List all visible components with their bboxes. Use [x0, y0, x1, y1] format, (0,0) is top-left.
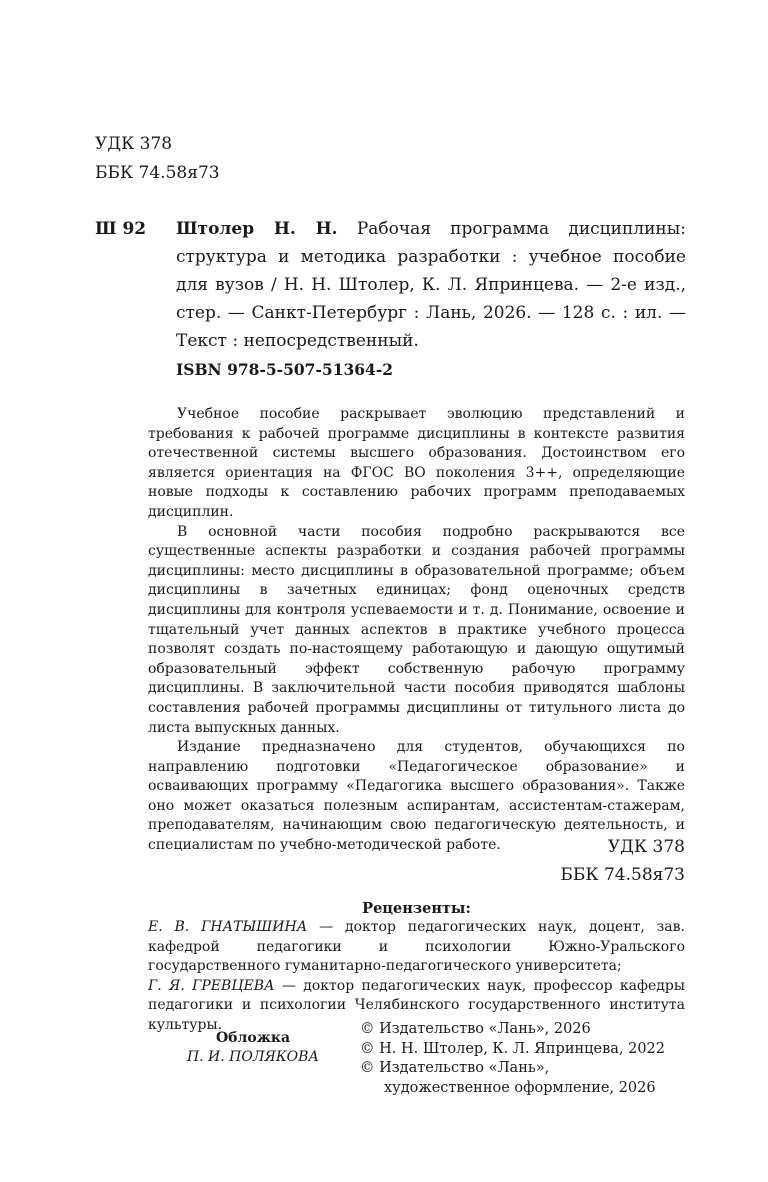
- author-mark: Ш 92: [95, 219, 147, 239]
- classification-codes-top: [95, 130, 220, 188]
- classification-codes-bottom: [560, 833, 685, 889]
- copyright-line: © Издательство «Лань», 2026: [360, 1021, 591, 1037]
- reviewers-title: Рецензенты:: [362, 900, 471, 917]
- udk-code: УДК 378: [95, 134, 173, 154]
- copyright-line: © Н. Н. Штолер, К. Л. Япринцева, 2022: [360, 1040, 666, 1057]
- bbk-code: ББК 74.58я73: [560, 865, 685, 885]
- abstract: [148, 405, 685, 856]
- reviewer-description: — доктор педагогических наук, доцент, зав. кафедрой педагогики и психологии Южно-Уральского государственного гуманитарно-педагогического университета;: [148, 919, 685, 975]
- reviewer-name: Г. Я. ГРЕВЦЕВА: [148, 977, 275, 994]
- cover-designer-name: П. И. ПОЛЯКОВА: [186, 1049, 320, 1065]
- bib-text: Рабочая программа дисциплины: структура и методика разработки : учебное пособие для вузов / Н. Н. Штолер, К. Л. Япринцева. — 2-е изд., стер. — Санкт-Петербург : Лань, 2026. — 128 с. : ил. — Текст : непосредственный.: [176, 219, 686, 351]
- reviewer-description: — доктор педагогических наук, профессор кафедры педагогики и психологии Челябинского государственного института культуры.: [148, 977, 685, 1033]
- copyright-line: художественное оформление, 2026: [384, 1079, 656, 1096]
- abstract-paragraph: Издание предназначено для студентов, обучающихся по направлению подготовки «Педагогическое образование» и осваивающих программу «Педагогика высшего образования». Также оно может оказаться полезным аспирантам, ассистентам-стажерам, преподавателям, начинающим свою педагогическую деятельность, и специалистам по учебно-методической работе.: [148, 739, 685, 854]
- bbk-code: ББК 74.58я73: [95, 163, 220, 183]
- copyright-line: © Издательство «Лань»,: [360, 1060, 550, 1076]
- reviewer-entry: [148, 918, 685, 977]
- isbn: ISBN 978-5-507-51364-2: [176, 360, 394, 379]
- bib-author: Штолер Н. Н.: [176, 219, 338, 239]
- abstract-paragraph: Учебное пособие раскрывает эволюцию представлений и требования к рабочей программе дисциплины в контексте развития отечественной системы высшего образования. Достоинством его является ориентация на ФГОС ВО поколения 3++, определяющие новые подходы к составлению рабочих программ преподаваемых дисциплин.: [148, 406, 685, 520]
- cover-credit-title: Обложка: [215, 1030, 291, 1046]
- reviewer-name: Е. В. ГНАТЫШИНА: [148, 919, 308, 935]
- udk-code: УДК 378: [607, 837, 685, 857]
- bibliographic-record: [176, 215, 686, 355]
- cover-credit: [148, 1029, 358, 1067]
- copyright-notices: [360, 1020, 665, 1098]
- reviewers-list: [148, 918, 685, 1036]
- abstract-paragraph: В основной части пособия подробно раскрываются все существенные аспекты разработки и создания рабочей программы дисциплины: место дисциплины в образовательной программе; объем дисциплины в зачетных единицах; фонд оценочных средств дисциплины для контроля успеваемости и т. д. Понимание, освоение и тщательный учет данных аспектов в практике учебного процесса позволят создать по-настоящему работающую и дающую ощутимый образовательный эффект собственную рабочую программу дисциплины. В заключительной части пособия приводятся шаблоны составления рабочей программы дисциплины от титульного листа до листа выпускных данных.: [148, 523, 685, 736]
